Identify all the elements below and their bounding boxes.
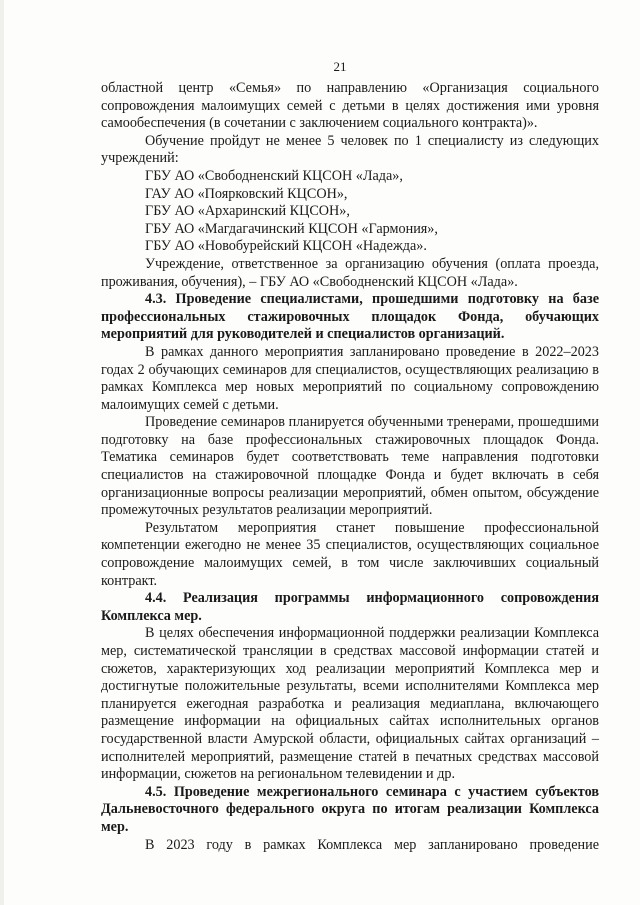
paragraph-seminars-plan: В рамках данного мероприятия запланировано проведение в 2022–2023 годах 2 обучающих семинаров для специалистов, осуществляющих реализацию в рамках Комплекса мер новых мероприятий по социальному сопровождению малоимущих семей с детьми. (101, 343, 599, 413)
paragraph-center-semya: областной центр «Семья» по направлению «Организация социального сопровождения малоимущих семей с детьми в целях достижения ими уровня самообеспечения (в сочетании с заключением социального контракта)». (101, 80, 599, 132)
page-number: 21 (333, 59, 347, 74)
paragraph-media-plan: В целях обеспечения информационной поддержки реализации Комплекса мер, систематической трансляции в средствах массовой информации статей и сюжетов, характеризующих ход реализации мероприятий Комплекса мер и достигнутые положительные результаты, всеми исполнителями Комплекса мер планируется ежегодная разработка и реализация медиаплана, включающего размещение информации на официальных сайтах исполнительных органов государственной власти Амурской области, официальных сайтах организаций – исполнителей мероприятий, размещение статей в печатных средствах массовой информации, сюжетов на региональном телевидении и др. (101, 625, 599, 783)
list-item-institution: ГБУ АО «Архаринский КЦСОН», (145, 203, 350, 220)
scan-edge (0, 0, 4, 905)
section-heading-4-3: 4.3. Проведение специалистами, прошедшими подготовку на базе профессиональных стажировочных площадок Фонда, обучающих мероприятий для руководителей и специалистов организаций. (101, 291, 599, 343)
paragraph-responsible-institution: Учреждение, ответственное за организацию обучения (оплата проезда, проживания, обучения), – ГБУ АО «Свободненский КЦСОН «Лада». (101, 255, 599, 290)
document-body (101, 80, 599, 854)
list-item-institution: ГБУ АО «Новобурейский КЦСОН «Надежда». (145, 238, 427, 255)
list-item-institution: ГБУ АО «Свободненский КЦСОН «Лада», (145, 167, 403, 184)
section-heading-4-5: 4.5. Проведение межрегионального семинара с участием субъектов Дальневосточного федерального округа по итогам реализации Комплекса мер. (101, 783, 599, 835)
paragraph-training-intro: Обучение пройдут не менее 5 человек по 1 специалисту из следующих учреждений: (101, 132, 599, 167)
paragraph-seminars-trainers: Проведение семинаров планируется обученными тренерами, прошедшими подготовку на базе профессиональных стажировочных площадок Фонда. Тематика семинаров будет соответствовать теме направления подготовки специалистов на стажировочной площадке Фонда и будет включать в себя организационные вопросы реализации мероприятий, обмен опытом, обсуждение промежуточных результатов реализации мероприятий. (101, 414, 599, 519)
section-heading-4-4: 4.4. Реализация программы информационного сопровождения Комплекса мер. (101, 590, 599, 624)
list-item-institution: ГАУ АО «Поярковский КЦСОН», (145, 185, 348, 202)
paragraph-seminars-result: Результатом мероприятия станет повышение профессиональной компетенции ежегодно не менее 35 специалистов, осуществляющих социальное сопровождение малоимущих семей, в том числе заключивших социальный контракт. (101, 519, 599, 589)
paragraph-2023-seminar: В 2023 году в рамках Комплекса мер запланировано проведение (145, 836, 599, 853)
list-item-institution: ГБУ АО «Магдагачинский КЦСОН «Гармония», (145, 220, 438, 237)
